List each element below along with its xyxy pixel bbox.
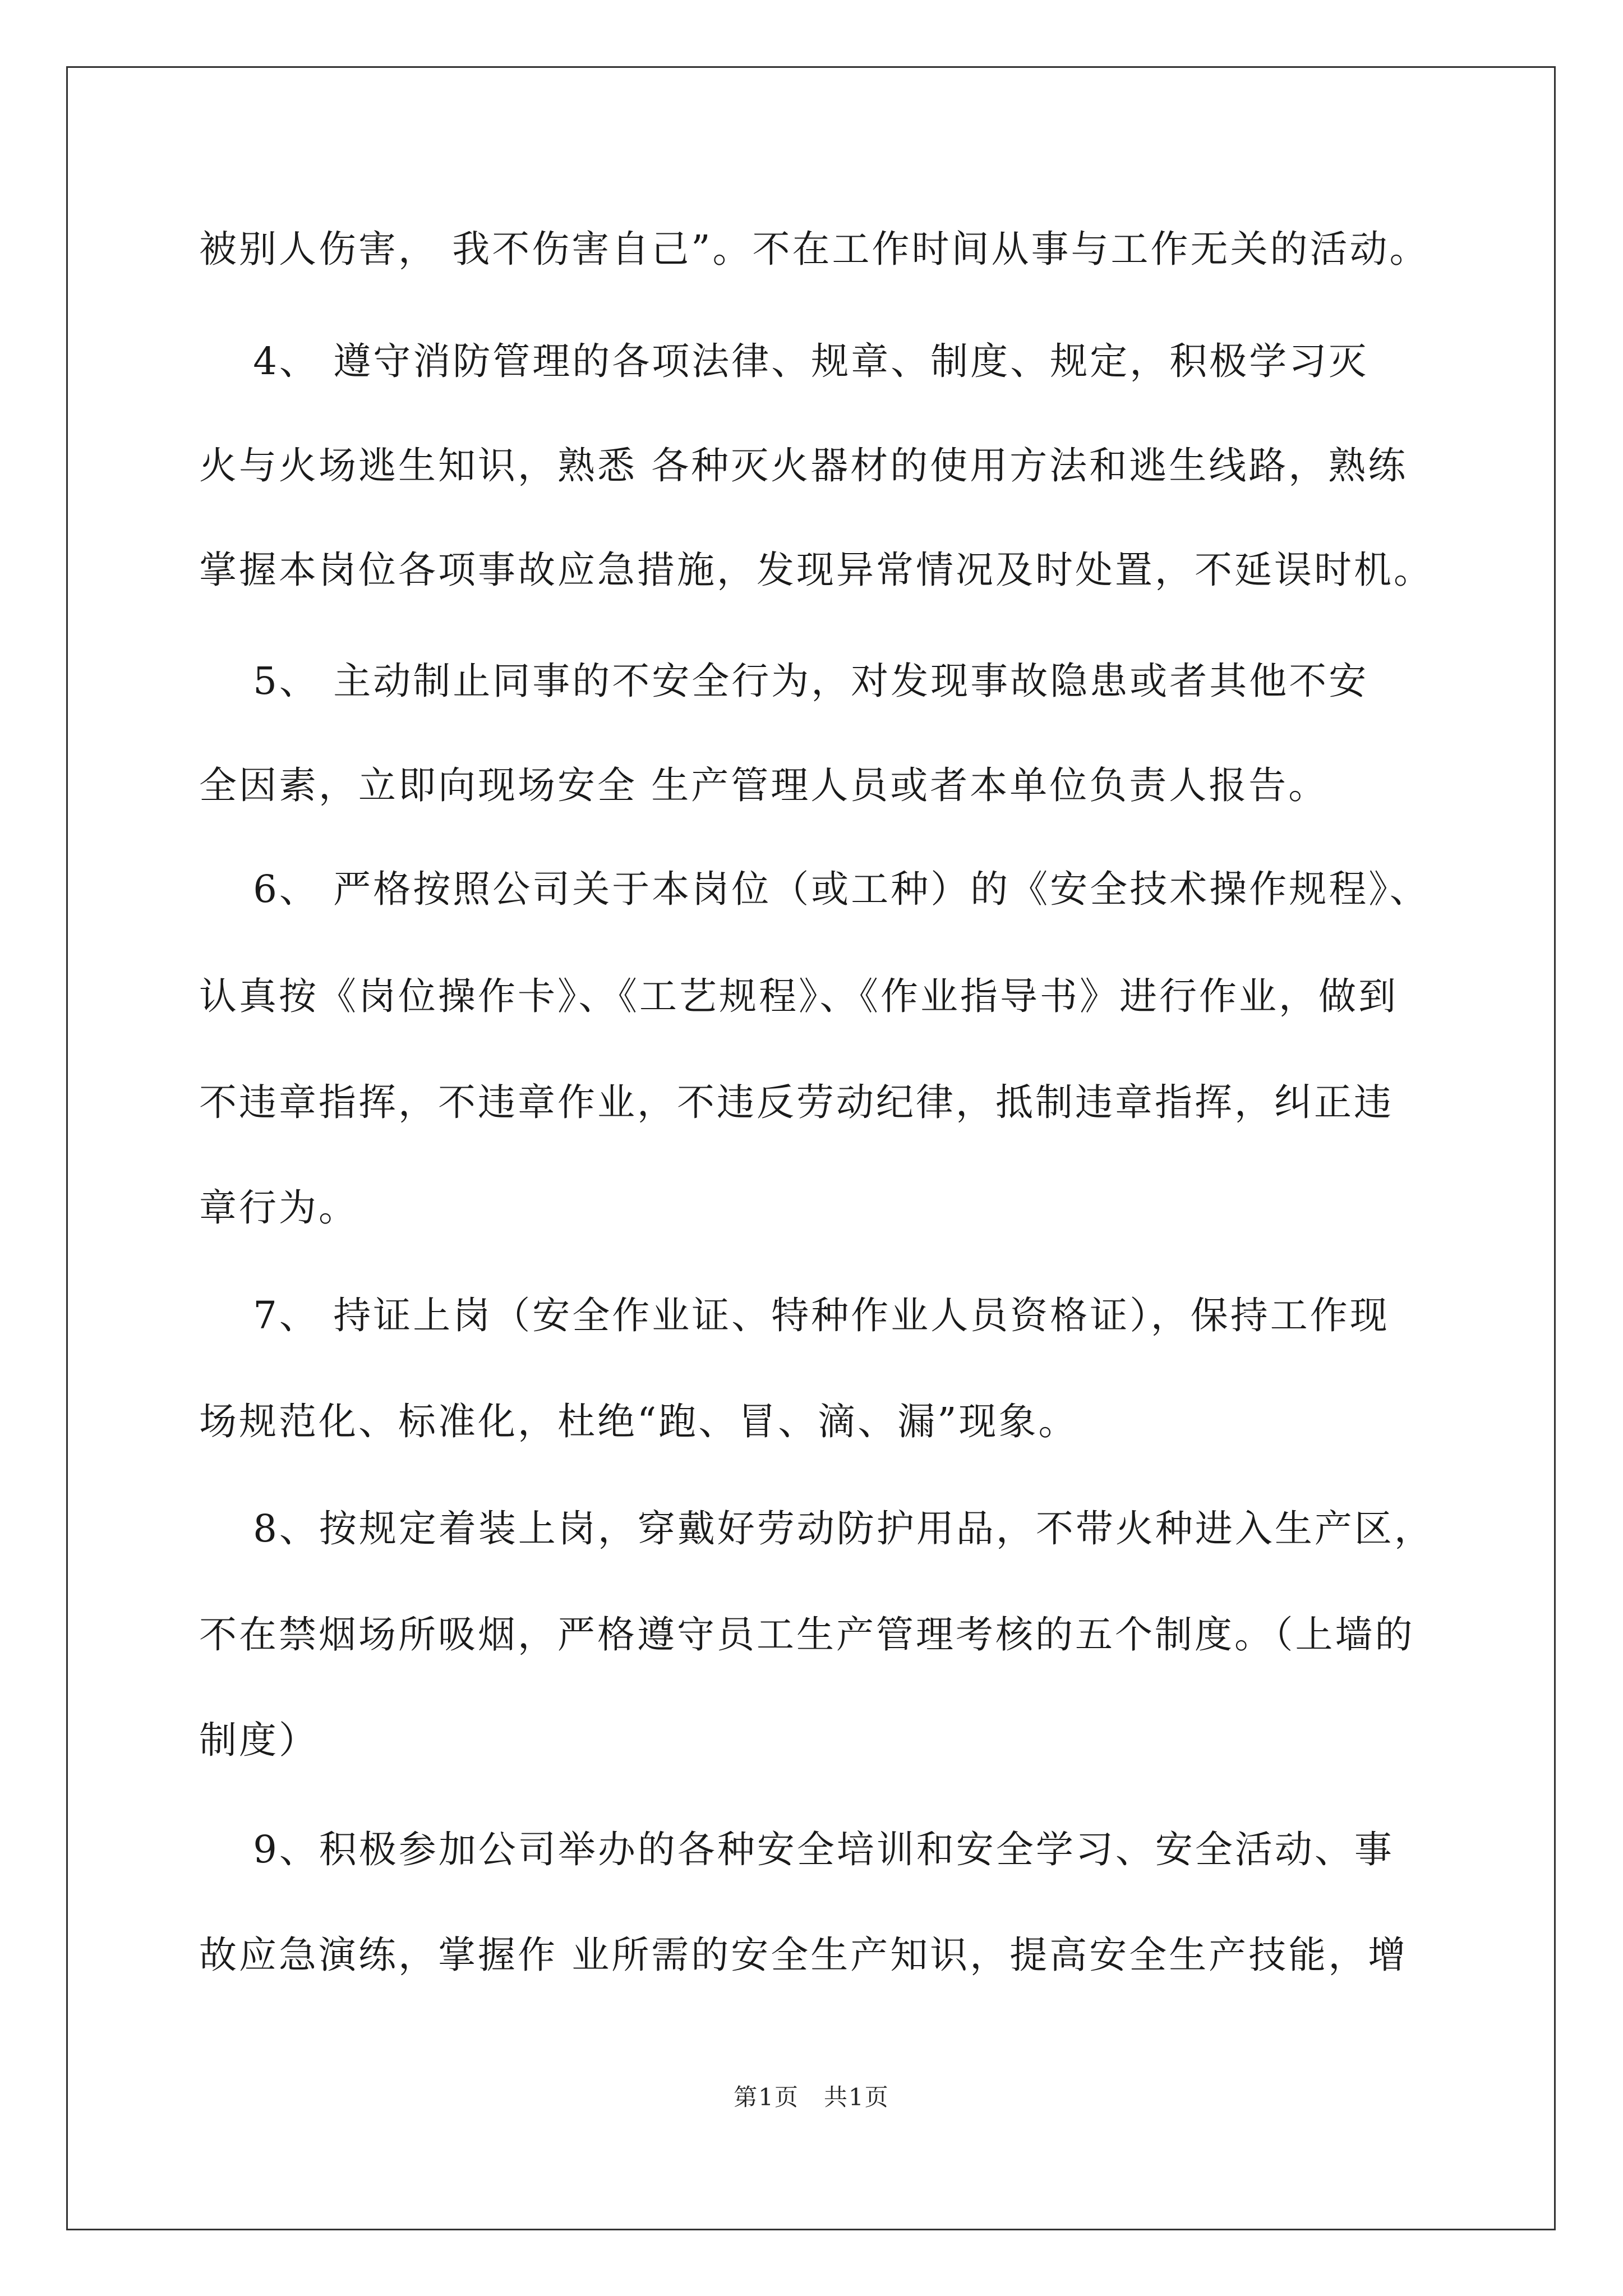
text-line-4: 掌握本岗位各项事故应急措施，发现异常情况及时处置，不延误时机。 (199, 548, 1433, 592)
text-line-5: 5、 主动制止同事的不安全行为，对发现事故隐患或者其他不安 (199, 659, 1369, 703)
page-border (66, 66, 1556, 2230)
text-line-10: 章行为。 (199, 1186, 358, 1230)
text-line-16: 9、积极参加公司举办的各种安全培训和安全学习、安全活动、事 (199, 1828, 1394, 1871)
text-line-1: 被别人伤害， 我不伤害自己”。不在工作时间从事与工作无关的活动。 (199, 227, 1430, 271)
page-footer: 第1页 共1页 (734, 2083, 889, 2111)
text-line-15: 制度） (199, 1718, 319, 1762)
text-line-3: 火与火场逃生知识，熟悉 各种灭火器材的使用方法和逃生线路，熟练 (199, 444, 1408, 487)
text-line-14: 不在禁烟场所吸烟，严格遵守员工生产管理考核的五个制度。（上墙的 (199, 1613, 1415, 1657)
text-line-6: 全因素，立即向现场安全 生产管理人员或者本单位负责人报告。 (199, 763, 1329, 807)
text-line-17: 故应急演练，掌握作 业所需的安全生产知识，提高安全生产技能，增 (199, 1933, 1408, 1977)
text-line-2: 4、 遵守消防管理的各项法律、规章、制度、规定，积极学习灭 (199, 339, 1369, 383)
text-line-8: 认真按《岗位操作卡》、《工艺规程》、《作业指导书》进行作业，做到 (199, 974, 1398, 1018)
text-line-9: 不违章指挥，不违章作业，不违反劳动纪律，抵制违章指挥，纠正违 (199, 1080, 1394, 1124)
text-line-13: 8、按规定着装上岗，穿戴好劳动防护用品，不带火种进入生产区， (199, 1507, 1434, 1550)
text-line-12: 场规范化、标准化，杜绝“跑、冒、滴、漏”现象。 (199, 1400, 1078, 1443)
text-line-7: 6、 严格按照公司关于本岗位（或工种）的《安全技术操作规程》、 (199, 867, 1430, 911)
text-line-11: 7、 持证上岗（安全作业证、特种作业人员资格证），保持工作现 (199, 1294, 1390, 1337)
